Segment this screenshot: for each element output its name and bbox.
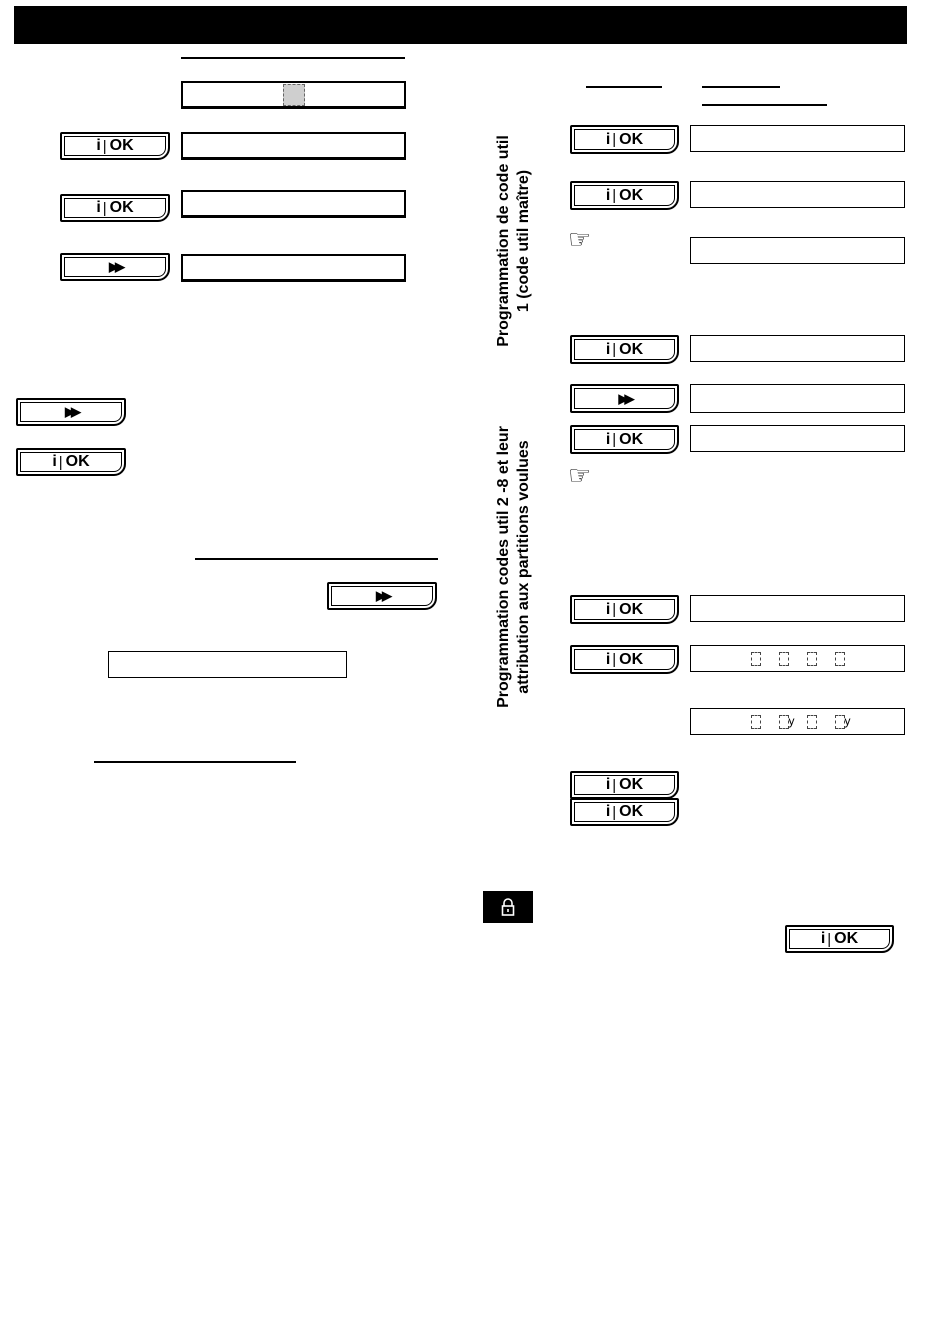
info-icon: i <box>605 186 611 204</box>
info-icon: i <box>605 130 611 148</box>
digit-slot <box>751 715 761 729</box>
ok-button[interactable]: i | OK <box>570 335 679 364</box>
ok-label: OK <box>109 137 134 154</box>
display-screen <box>690 425 905 452</box>
info-icon: i <box>605 600 611 618</box>
ok-label: OK <box>619 186 644 204</box>
ok-button[interactable]: i | OK <box>16 448 126 476</box>
fast-forward-icon: ▶▶ <box>376 588 388 603</box>
ok-label: OK <box>619 776 644 793</box>
cursor-placeholder <box>283 84 305 106</box>
ok-label: OK <box>619 130 644 148</box>
display-screen <box>690 181 905 208</box>
info-icon: i <box>96 199 101 216</box>
ok-button[interactable]: i | OK <box>570 595 679 624</box>
ok-button[interactable]: i | OK <box>570 771 679 799</box>
underline-rule <box>702 86 780 88</box>
fast-forward-icon: ▶▶ <box>65 404 77 419</box>
digit-slot <box>807 652 817 666</box>
display-screen <box>690 335 905 362</box>
info-icon: i <box>96 137 101 154</box>
display-screen <box>690 125 905 152</box>
ok-label: OK <box>619 340 644 358</box>
underline-rule <box>181 57 405 59</box>
lock-icon <box>483 891 533 923</box>
pointing-hand-icon: ☞ <box>568 224 592 254</box>
ok-button[interactable]: i | OK <box>60 132 170 160</box>
info-icon: i <box>605 803 611 820</box>
display-screen <box>690 237 905 264</box>
ok-button[interactable]: i | OK <box>570 798 679 826</box>
lock-icon-glyph <box>501 898 515 916</box>
ok-label: OK <box>109 199 134 216</box>
digit-slot <box>779 652 789 666</box>
ok-button[interactable]: i | OK <box>570 425 679 454</box>
display-screen <box>690 595 905 622</box>
next-button[interactable] <box>570 384 679 413</box>
ok-label: OK <box>619 803 644 820</box>
ok-button[interactable]: i | OK <box>60 194 170 222</box>
ok-button[interactable]: i | OK <box>570 181 679 210</box>
info-icon: i <box>605 650 611 668</box>
next-button[interactable] <box>327 582 437 610</box>
display-screen <box>108 651 347 678</box>
display-screen <box>181 190 406 218</box>
pointing-hand-icon: ☞ <box>568 460 592 490</box>
info-icon: i <box>605 776 611 793</box>
underline-rule <box>702 104 827 106</box>
ok-button[interactable]: i | OK <box>785 925 894 953</box>
next-button[interactable] <box>16 398 126 426</box>
display-screen <box>181 254 406 282</box>
underline-rule <box>586 86 662 88</box>
code-entry-display <box>690 645 905 672</box>
ok-label: OK <box>619 650 644 668</box>
underline-rule <box>195 558 438 560</box>
ok-button[interactable]: i | OK <box>570 645 679 674</box>
digit-slot <box>751 652 761 666</box>
ok-label: OK <box>619 430 644 448</box>
digit-slot: y <box>779 715 789 729</box>
digit-slot <box>835 652 845 666</box>
ok-label: OK <box>834 930 859 947</box>
fast-forward-icon: ▶▶ <box>618 390 631 406</box>
info-icon: i <box>605 430 611 448</box>
digit-slot <box>807 715 817 729</box>
display-screen <box>690 384 905 413</box>
next-button[interactable] <box>60 253 170 281</box>
display-screen <box>181 81 406 109</box>
header-bar <box>14 6 907 44</box>
digit-slot: y <box>835 715 845 729</box>
ok-label: OK <box>65 453 90 470</box>
section-label-user-codes: Programmation codes util 2 -8 et leur attribution aux partitions voulues <box>495 426 532 708</box>
partition-display <box>690 708 905 735</box>
info-icon: i <box>820 930 826 947</box>
info-icon: i <box>605 340 611 358</box>
fast-forward-icon: ▶▶ <box>109 259 121 274</box>
underline-rule <box>94 761 296 763</box>
ok-button[interactable]: i | OK <box>570 125 679 154</box>
display-screen <box>181 132 406 160</box>
ok-label: OK <box>619 600 644 618</box>
section-label-master-code: Programmation de code util 1 (code util maître) <box>495 135 532 347</box>
info-icon: i <box>52 453 57 470</box>
